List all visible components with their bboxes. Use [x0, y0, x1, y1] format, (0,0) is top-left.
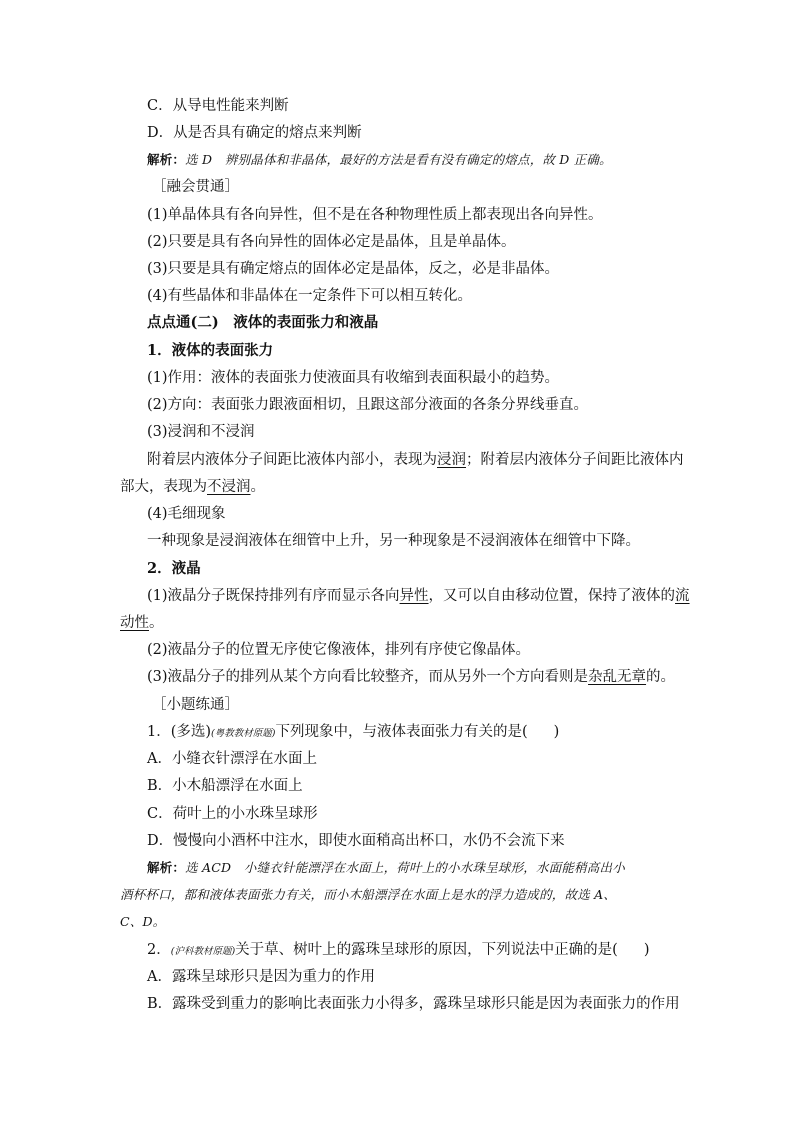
section-title — [147, 313, 378, 333]
q2-option-b-text: B．露珠受到重力的影响比表面张力小得多，露珠呈球形只能是因为表面张力的作用 — [147, 996, 680, 1012]
liquid-crystal-line-1 — [147, 586, 690, 606]
question-2-text: 关于草、树叶上的露珠呈球形的原因，下列说法中正确的是( — [235, 942, 618, 958]
capillary-para-text: 一种现象是浸润液体在细管中上升，另一种现象是不浸润液体在细管中下降。 — [147, 533, 640, 549]
q1-option-c — [147, 804, 318, 824]
practice-heading-text: ［小题练通］ — [152, 697, 239, 713]
option-c-text: C．从导电性能来判断 — [147, 98, 289, 114]
wetting-para-text-d: 。 — [250, 479, 265, 495]
solution-text: 选 D 辨别晶体和非晶体，最好的方法是看有没有确定的熔点，故 D 正确。 — [185, 152, 612, 167]
lc-text-a: (1)液晶分子既保持排列有序而显示各向 — [147, 588, 400, 604]
wetting-para-text-a: 附着层内液体分子间距比液体内部小，表现为 — [147, 452, 437, 468]
item-capillary-text: (4)毛细现象 — [147, 506, 226, 522]
liquid-crystal-line-2 — [120, 613, 164, 633]
question-1-number: 1．(多选) — [147, 724, 212, 740]
underlined-term-fluidity-end: 动性 — [120, 615, 149, 631]
underlined-term-wetting: 浸润 — [437, 452, 466, 468]
liquid-crystal-line-4 — [147, 667, 675, 687]
wetting-para-line-2 — [120, 477, 265, 497]
q1-option-c-text: C．荷叶上的小水珠呈球形 — [147, 806, 318, 822]
subsection-1-text: 1．液体的表面张力 — [147, 342, 274, 359]
point-2-line — [147, 232, 516, 252]
q1-solution-label: 解析： — [147, 860, 186, 875]
q2-option-a — [147, 967, 375, 987]
question-1-source: (粤教教材原题) — [211, 728, 276, 739]
option-d-text: D．从是否具有确定的熔点来判断 — [147, 125, 362, 141]
subsection-2-text: 2．液晶 — [147, 560, 201, 577]
q1-solution-text-3: C、D。 — [120, 914, 166, 929]
item-capillary-title — [147, 504, 226, 524]
subsection-2-title — [147, 559, 201, 579]
lc-text-d: (2)液晶分子的位置无序使它像液体，排列有序使它像晶体。 — [147, 642, 531, 658]
underlined-term-anisotropy: 异性 — [399, 588, 429, 604]
lc-text-e: (3)液晶分子的排列从某个方向看比较整齐，而从另外一个方向看则是 — [147, 669, 589, 685]
q1-option-a-text: A．小缝衣针漂浮在水面上 — [147, 751, 317, 767]
wetting-para-text-b: ；附着层内液体分子间距比液体内 — [466, 452, 684, 468]
item-action-line — [147, 368, 559, 388]
question-2-number: 2． — [147, 942, 171, 958]
q2-option-b — [147, 994, 680, 1014]
wetting-para-text-c: 部大，表现为 — [120, 479, 207, 495]
item-wetting-text: (3)浸润和不浸润 — [147, 424, 255, 440]
lc-text-f: 的。 — [646, 669, 676, 685]
section-heading-practice — [152, 695, 239, 715]
underlined-term-fluidity-start: 流 — [675, 588, 690, 604]
point-3-line — [147, 259, 559, 279]
underlined-term-disorder: 杂乱无章 — [588, 669, 647, 685]
item-wetting-title — [147, 422, 255, 442]
point-2-text: (2)只要是具有各向异性的固体必定是晶体，且是单晶体。 — [147, 234, 516, 250]
point-3-text: (3)只要是具有确定熔点的固体必定是晶体，反之，必是非晶体。 — [147, 261, 560, 277]
point-4-text: (4)有些晶体和非晶体在一定条件下可以相互转化。 — [147, 288, 473, 304]
item-direction-text: (2)方向：表面张力跟液面相切，且跟这部分液面的各条分界线垂直。 — [147, 397, 589, 413]
point-1-line — [147, 205, 603, 225]
q1-option-d — [147, 831, 565, 851]
liquid-crystal-line-3 — [147, 640, 530, 660]
solution-line-1 — [147, 150, 612, 170]
q1-option-d-text: D．慢慢向小酒杯中注水，即使水面稍高出杯口，水仍不会流下来 — [147, 833, 565, 849]
question-1-stem — [147, 722, 559, 744]
point-1-text: (1)单晶体具有各向异性，但不是在各种物理性质上都表现出各向异性。 — [147, 207, 603, 223]
section-title-text: 点点通(二) 液体的表面张力和液晶 — [147, 314, 379, 331]
question-1-text: 下列现象中，与液体表面张力有关的是( — [275, 724, 528, 740]
q1-solution-text-1: 选 ACD 小缝衣针能漂浮在水面上，荷叶上的小水珠呈球形，水面能稍高出小 — [185, 860, 625, 875]
q1-solution-line-1 — [147, 858, 625, 878]
question-2-source: (沪科教材原题) — [170, 946, 236, 957]
q1-option-b — [147, 776, 303, 796]
q1-solution-text-2: 酒杯杯口，都和液体表面张力有关，而小木船漂浮在水面上是水的浮力造成的，故选 A、 — [120, 887, 617, 902]
question-1-close-paren: ) — [553, 724, 560, 740]
question-2-stem — [147, 940, 649, 962]
q1-solution-line-3 — [120, 912, 165, 932]
q2-option-a-text: A．露珠呈球形只是因为重力的作用 — [147, 969, 375, 985]
subsection-1-title — [147, 341, 273, 361]
q1-solution-line-2 — [120, 885, 616, 905]
q1-option-b-text: B．小木船漂浮在水面上 — [147, 778, 303, 794]
option-d-line — [147, 123, 362, 143]
option-c-line — [147, 96, 289, 116]
underlined-term-non-wetting: 不浸润 — [207, 479, 251, 495]
section-heading-ronghui — [152, 177, 239, 197]
question-2-close-paren: ) — [643, 942, 650, 958]
wetting-para-line-1 — [147, 450, 684, 470]
capillary-para-line — [147, 531, 640, 551]
section-heading-text: ［融会贯通］ — [152, 179, 239, 195]
lc-text-b: ，又可以自由移动位置，保持了液体的 — [428, 588, 676, 604]
lc-text-c: 。 — [149, 615, 164, 631]
item-direction-line — [147, 395, 588, 415]
item-action-text: (1)作用：液体的表面张力使液面具有收缩到表面积最小的趋势。 — [147, 370, 560, 386]
solution-label: 解析： — [147, 152, 186, 167]
point-4-line — [147, 286, 472, 306]
q1-option-a — [147, 749, 317, 769]
